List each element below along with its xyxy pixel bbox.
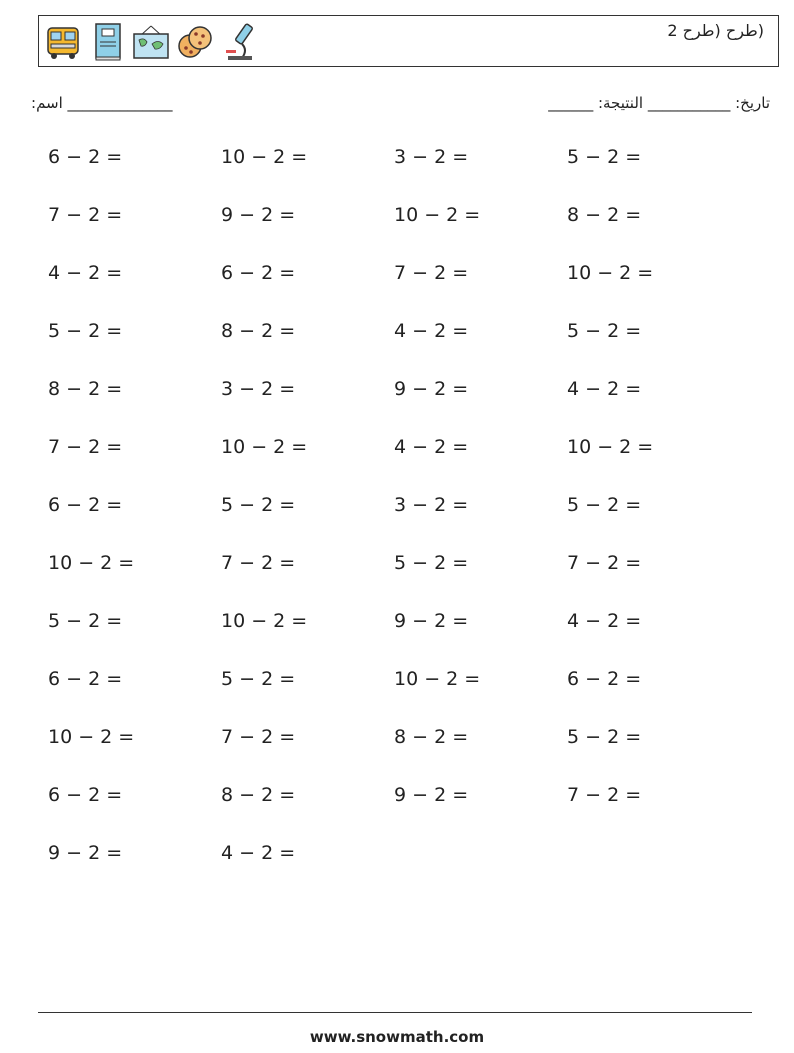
header-icons (44, 20, 258, 64)
problem-item: 7 − 2 = (221, 726, 296, 748)
problem-item: 7 − 2 = (48, 436, 123, 458)
date-score-field-label: ______ :تاريخ: ___________ النتيجة (548, 94, 770, 112)
footer-divider (38, 1012, 752, 1013)
problem-item: 5 − 2 = (221, 668, 296, 690)
problem-item: 4 − 2 = (567, 610, 642, 632)
problem-item: 10 − 2 = (221, 610, 308, 632)
problem-item: 9 − 2 = (394, 784, 469, 806)
problem-item: 8 − 2 = (394, 726, 469, 748)
problem-item: 10 − 2 = (394, 668, 481, 690)
problem-item: 5 − 2 = (567, 726, 642, 748)
problem-item: 10 − 2 = (221, 436, 308, 458)
microscope-icon (220, 20, 258, 64)
problem-item: 5 − 2 = (567, 320, 642, 342)
problem-item: 7 − 2 = (567, 552, 642, 574)
problem-item: 10 − 2 = (221, 146, 308, 168)
name-field-label: :اسم ______________ (31, 94, 173, 112)
problem-item: 6 − 2 = (48, 146, 123, 168)
problem-item: 4 − 2 = (394, 320, 469, 342)
problem-item: 4 − 2 = (48, 262, 123, 284)
problem-item: 10 − 2 = (567, 262, 654, 284)
problem-item: 5 − 2 = (567, 494, 642, 516)
problem-item: 6 − 2 = (567, 668, 642, 690)
cookie-icon (176, 20, 214, 64)
problem-item: 5 − 2 = (394, 552, 469, 574)
problem-item: 5 − 2 = (567, 146, 642, 168)
problem-item: 6 − 2 = (48, 494, 123, 516)
school-bus-icon (44, 20, 82, 64)
problem-item: 10 − 2 = (48, 726, 135, 748)
problem-item: 3 − 2 = (394, 146, 469, 168)
problem-item: 7 − 2 = (394, 262, 469, 284)
problem-item: 7 − 2 = (567, 784, 642, 806)
problem-item: 4 − 2 = (567, 378, 642, 400)
map-board-icon (132, 20, 170, 64)
problem-item: 7 − 2 = (221, 552, 296, 574)
problem-item: 5 − 2 = (48, 610, 123, 632)
worksheet-title: (طرح (طرح 2 (667, 21, 764, 40)
problem-item: 6 − 2 = (221, 262, 296, 284)
problem-item: 4 − 2 = (394, 436, 469, 458)
problem-item: 7 − 2 = (48, 204, 123, 226)
problem-item: 10 − 2 = (394, 204, 481, 226)
problem-item: 8 − 2 = (221, 320, 296, 342)
problem-item: 8 − 2 = (221, 784, 296, 806)
problem-item: 10 − 2 = (48, 552, 135, 574)
problem-item: 5 − 2 = (48, 320, 123, 342)
problem-item: 8 − 2 = (48, 378, 123, 400)
problem-item: 9 − 2 = (394, 378, 469, 400)
problem-item: 10 − 2 = (567, 436, 654, 458)
problem-item: 9 − 2 = (394, 610, 469, 632)
problem-grid (48, 146, 748, 900)
problem-item: 8 − 2 = (567, 204, 642, 226)
problem-item: 4 − 2 = (221, 842, 296, 864)
problem-item: 9 − 2 = (48, 842, 123, 864)
problem-item: 3 − 2 = (221, 378, 296, 400)
problem-item: 6 − 2 = (48, 784, 123, 806)
worksheet-header (38, 15, 779, 67)
problem-item: 9 − 2 = (221, 204, 296, 226)
problem-item: 5 − 2 = (221, 494, 296, 516)
book-icon (88, 20, 126, 64)
footer-url: www.snowmath.com (309, 1028, 485, 1046)
problem-item: 6 − 2 = (48, 668, 123, 690)
problem-item: 3 − 2 = (394, 494, 469, 516)
